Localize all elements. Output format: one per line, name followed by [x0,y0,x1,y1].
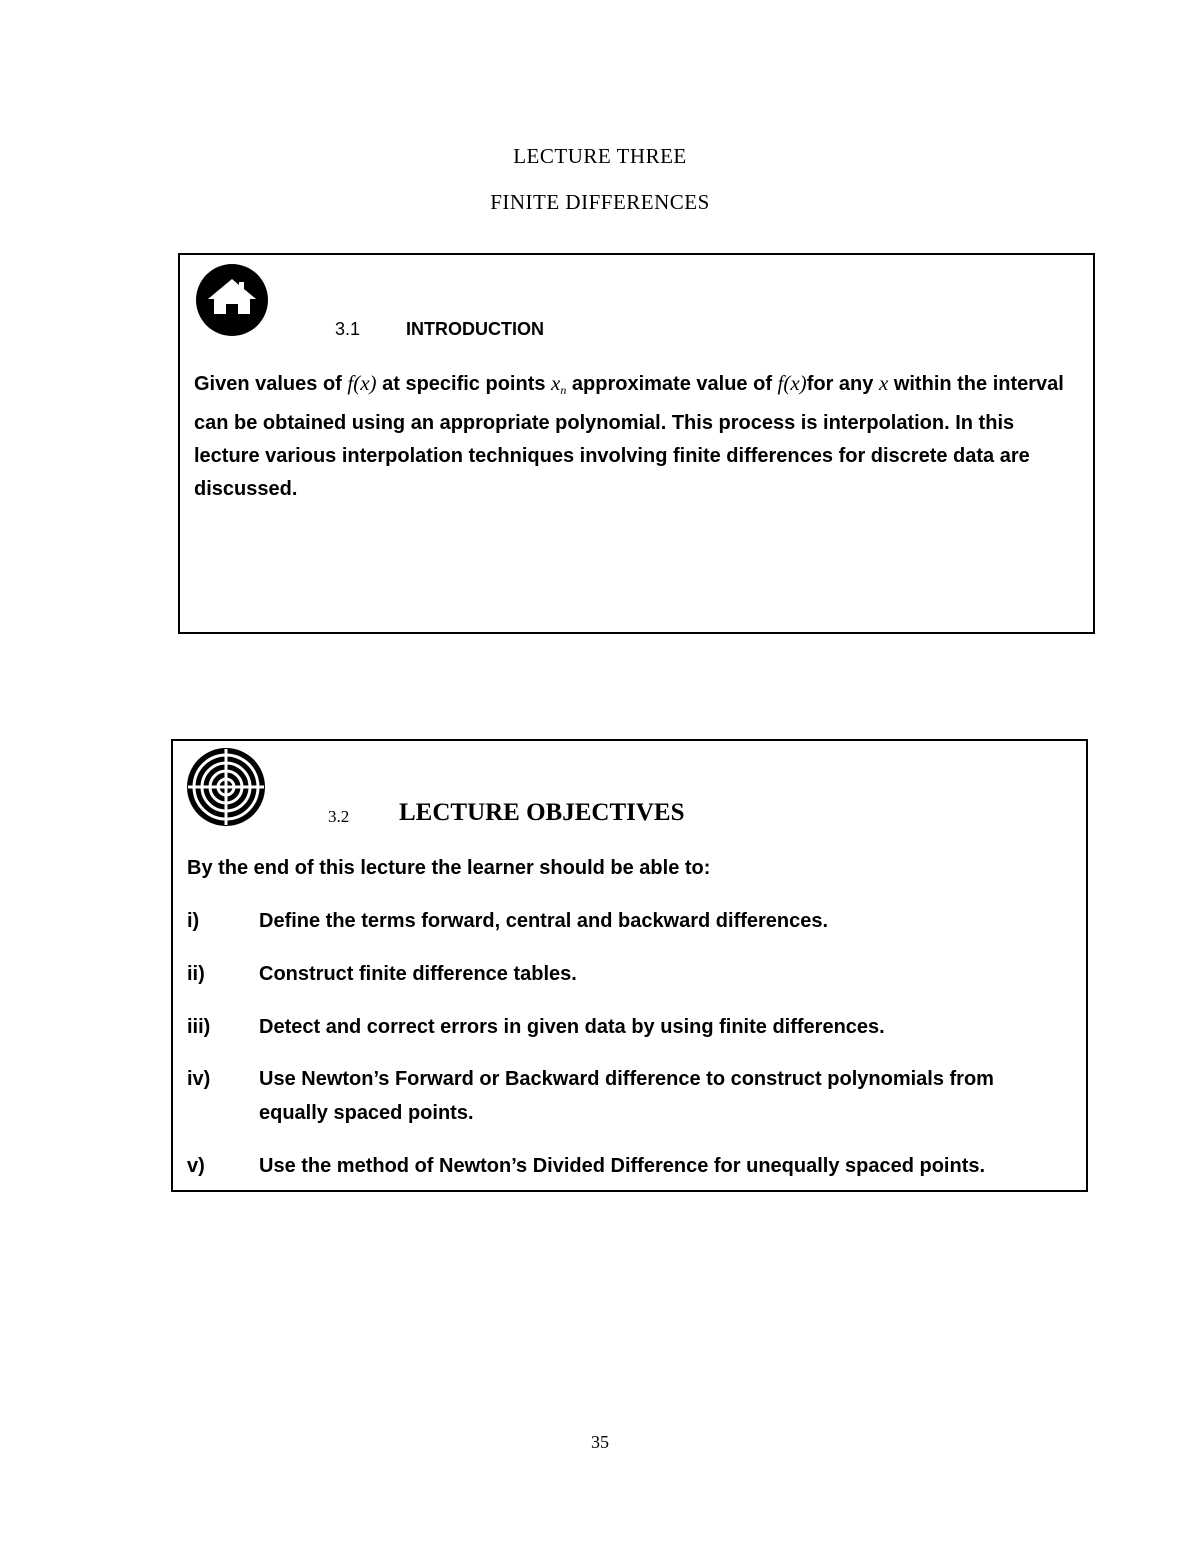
objective-number: iv) [187,1068,211,1090]
objective-number: ii) [187,963,205,985]
objective-number: i) [187,910,200,932]
introduction-box [178,253,1095,634]
page-number: 35 [591,1432,609,1452]
paragraph-text: Given values of [194,373,348,395]
introduction-paragraph [194,367,1084,506]
section-heading: INTRODUCTION [406,319,544,339]
math-x: x [878,371,889,395]
home-icon [194,262,270,338]
math-fx: f(x) [777,371,807,395]
section-number: 3.1 [335,319,361,339]
objective-text: Construct finite difference tables. [259,963,577,985]
objectives-lead: By the end of this lecture the learner should be able to: [187,857,711,879]
paragraph-text: within the interval can be obtained using an appropriate polynomial. This process is interpolation. In this lecture various interpolation techniques involving finite differences for discrete data are discussed. [194,373,1064,500]
paragraph-text: approximate value of [566,373,778,395]
objective-text: Use the method of Newton’s Divided Difference for unequally spaced points. [259,1155,986,1177]
objective-text: Use Newton’s Forward or Backward difference to construct polynomials from equally spaced points. [259,1068,994,1124]
section-heading: LECTURE OBJECTIVES [399,799,685,826]
objective-number: iii) [187,1016,211,1038]
paragraph-text: at specific points [376,373,552,395]
target-icon [186,747,266,827]
lecture-subtitle: FINITE DIFFERENCES [490,190,710,214]
paragraph-text: for any [806,373,879,395]
math-x: x [551,371,561,395]
objective-text: Define the terms forward, central and backward differences. [259,910,829,932]
math-fx: f(x) [347,371,377,395]
objectives-box [171,739,1088,1192]
math-subscript: n [560,383,567,397]
lecture-title: LECTURE THREE [513,144,687,168]
objective-number: v) [187,1155,205,1177]
section-number: 3.2 [328,807,350,826]
objective-text: Detect and correct errors in given data by using finite differences. [259,1016,885,1038]
